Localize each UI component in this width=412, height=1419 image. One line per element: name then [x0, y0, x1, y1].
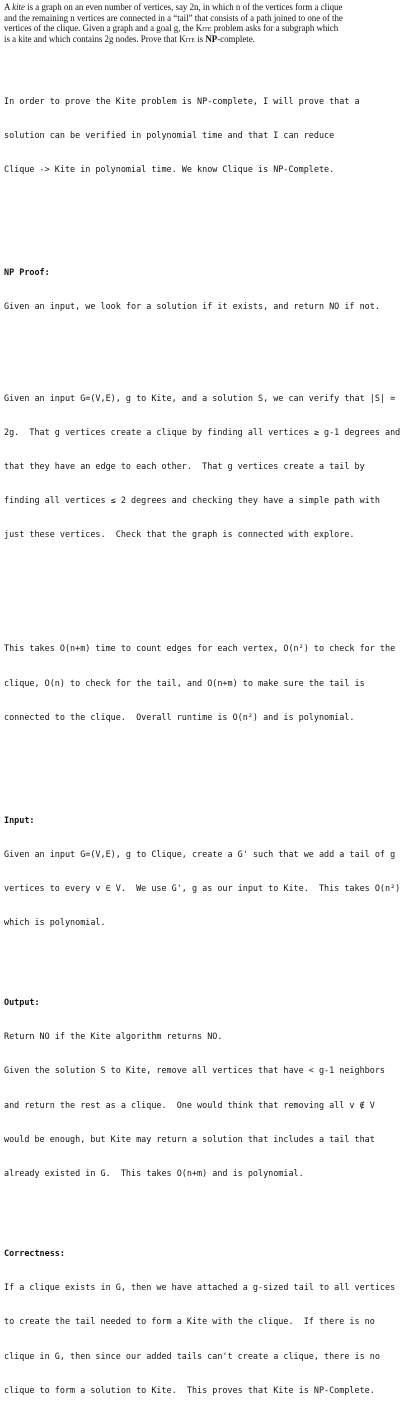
text-line: Given an input G=(V,E), g to Kite, and a solution S, we can verify that |S| = [4, 392, 396, 403]
problem-line: is a kite and which contains 2g nodes. Prove that Kite is NP-complete. [4, 33, 255, 44]
text-line: solution can be verified in polynomial time and that I can reduce [4, 130, 335, 141]
text-line: clique, O(n) to check for the tail, and O(n+m) to make sure the tail is [4, 677, 365, 688]
text-line: and return the rest as a clique. One would think that removing all v ∉ V [4, 1099, 375, 1110]
term-kite: kite [12, 2, 25, 12]
problem-name-kite: Kite [195, 23, 212, 34]
problem-statement [4, 2, 408, 44]
correctness-heading: Correctness: [4, 1247, 65, 1258]
text-line: clique to form a solution to Kite. This proves that Kite is NP-Complete. [4, 1384, 375, 1395]
text-line: In order to prove the Kite problem is NP-complete, I will prove that a [4, 96, 360, 106]
np-runtime-paragraph [4, 621, 408, 746]
answer-text [4, 50, 408, 1419]
text-line: finding all vertices ≤ 2 degrees and checking they have a simple path with [4, 495, 380, 506]
text-line: already existed in G. This takes O(n+m) and is polynomial. [4, 1168, 304, 1179]
text-line: Clique -> Kite in polynomial time. We know Clique is NP-Complete. [4, 164, 335, 175]
text-line: that they have an edge to each other. That g vertices create a tail by [4, 460, 365, 471]
text-line: Given the solution S to Kite, remove all vertices that have < g-1 neighbors [4, 1065, 385, 1076]
text-line: to create the tail needed to form a Kite with the clique. If there is no [4, 1316, 375, 1327]
np-verify-paragraph [4, 370, 408, 564]
intro-paragraph [4, 73, 408, 198]
problem-name-kite: Kite [179, 33, 195, 44]
text-line: connected to the clique. Overall runtime is O(n²) and is polynomial. [4, 711, 355, 722]
problem-line: and the remaining n vertices are connected in a “tail” that consists of a path joined to one of the [4, 12, 343, 23]
text-line: clique in G, then since our added tails can't create a clique, there is no [4, 1350, 380, 1361]
np-term: NP [205, 33, 218, 44]
problem-line: A kite is a graph on an even number of vertices, say 2n, in which n of the vertices form a clique [4, 2, 343, 12]
output-heading: Output: [4, 997, 40, 1008]
text-line: This takes O(n+m) time to count edges for each vertex, O(n²) to check for the [4, 643, 396, 654]
np-proof-heading: NP Proof: [4, 267, 50, 278]
text-line: Given an input, we look for a solution if it exists, and return NO if not. [4, 301, 380, 312]
text-line: If a clique exists in G, then we have attached a g-sized tail to all vertices [4, 1282, 396, 1293]
text-line: Return NO if the Kite algorithm returns NO. [4, 1031, 223, 1042]
text-line: Given an input G=(V,E), g to Clique, create a G' such that we add a tail of g [4, 848, 396, 859]
text-line: which is polynomial. [4, 917, 106, 928]
problem-line: vertices of the clique. Given a graph and a goal g, the Kite problem asks for a subgraph which [4, 23, 339, 34]
input-heading: Input: [4, 814, 35, 825]
text-line: vertices to every v ∈ V. We use G', g as our input to Kite. This takes O(n²) [4, 882, 401, 893]
text-line: just these vertices. Check that the graph is connected with explore. [4, 529, 355, 540]
text-line: 2g. That g vertices create a clique by finding all vertices ≥ g-1 degrees and [4, 426, 401, 437]
text-line: would be enough, but Kite may return a solution that includes a tail that [4, 1133, 375, 1144]
